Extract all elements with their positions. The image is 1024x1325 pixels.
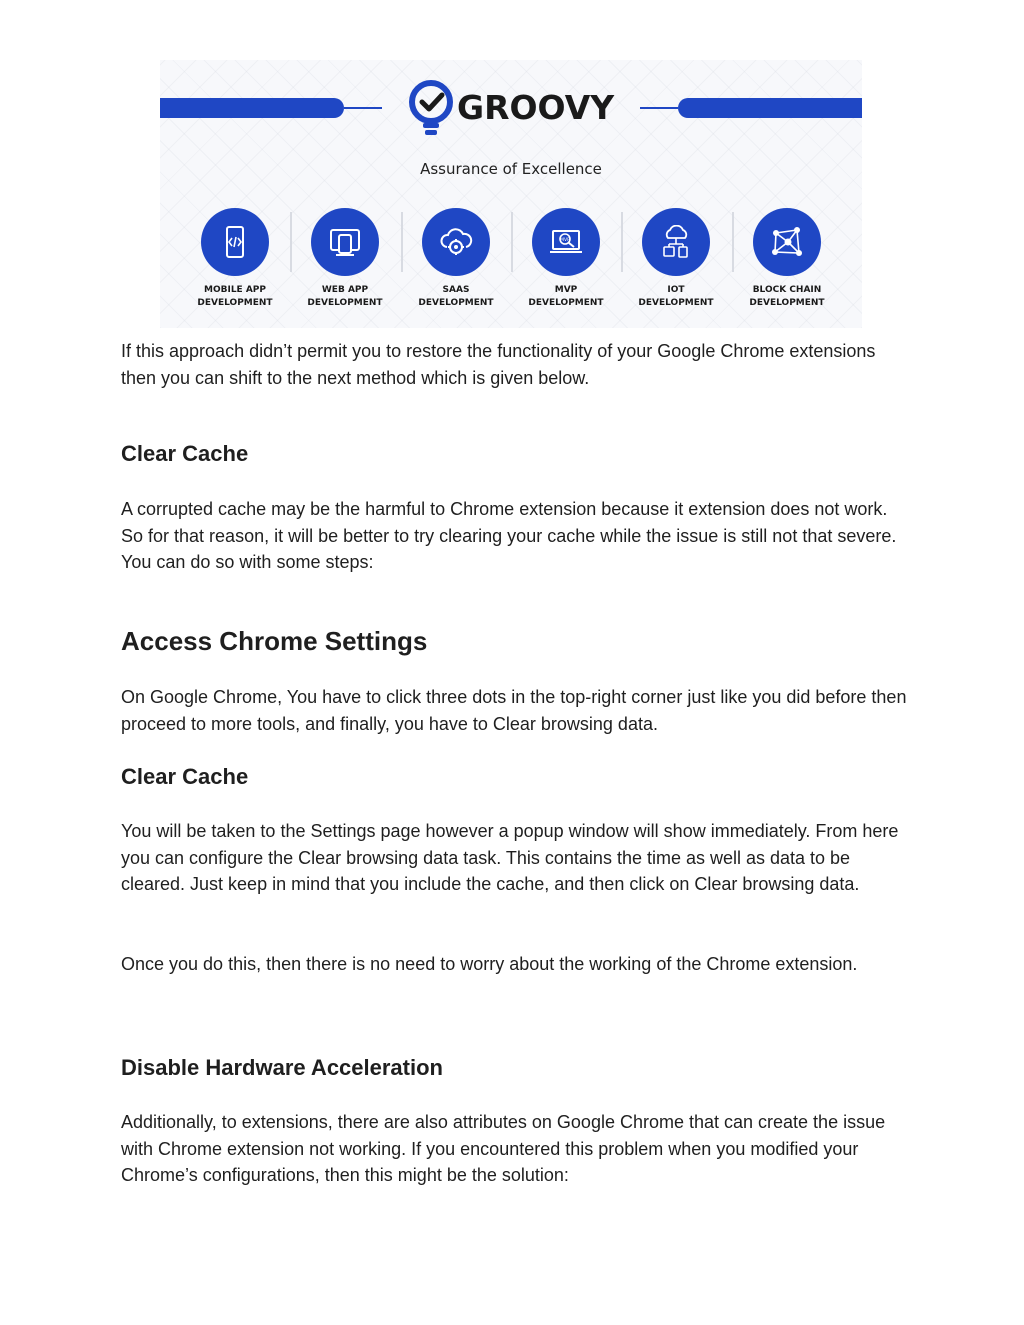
heading-clear-cache-2: Clear Cache (121, 764, 249, 789)
brand-tagline: Assurance of Excellence (420, 160, 602, 178)
service-web-app: WEB APP DEVELOPMENT (290, 208, 400, 318)
hardware-acceleration-paragraph: Additionally, to extensions, there are also attributes on Google Chrome that can create the issue with Chrome extension not working. If you encountered this problem when you modified your Chrome’s configurations, then this might be the solution: (121, 1112, 886, 1186)
groovy-bulb-check-icon (408, 80, 454, 138)
service-saas: SAAS DEVELOPMENT (401, 208, 511, 318)
access-settings-paragraph: On Google Chrome, You have to click three dots in the top-right corner just like you did before then proceed to more tools, and finally, you have to Clear browsing data. (121, 687, 907, 734)
clear-cache-paragraph: A corrupted cache may be the harmful to Chrome extension because it extension does not work. So for that reason, it will be better to try clearing your cache while the issue is still not that severe. You can do so with some steps: (121, 499, 897, 573)
cloud-gear-icon (439, 225, 473, 259)
mobile-code-icon (218, 225, 252, 259)
groovy-banner-image (160, 60, 862, 328)
iot-devices-icon (659, 225, 693, 259)
clear-cache-steps-paragraph: You will be taken to the Settings page however a popup window will show immediately. From here you can configure the Clear browsing data task. This contains the time as well as data to be cleared. Just keep in mind that you include the cache, and then click on Clear browsing data. (121, 821, 899, 895)
brand-name: GROOVY (457, 88, 615, 127)
services-row (180, 208, 842, 318)
mvp-laptop-icon (549, 225, 583, 259)
blockchain-network-icon (770, 225, 804, 259)
heading-access-chrome-settings: Access Chrome Settings (121, 626, 428, 656)
banner-right-line (640, 107, 678, 109)
service-iot: IOT DEVELOPMENT (621, 208, 731, 318)
intro-paragraph: If this approach didn’t permit you to restore the functionality of your Google Chrome extensions then you can shift to the next method which is given below. (121, 341, 876, 388)
banner-left-bar (160, 98, 344, 118)
service-mobile-app: MOBILE APP DEVELOPMENT (180, 208, 290, 318)
heading-disable-hardware-acceleration: Disable Hardware Acceleration (121, 1055, 443, 1080)
once-done-paragraph: Once you do this, then there is no need to worry about the working of the Chrome extension. (121, 954, 858, 974)
svg-text:MVP: MVP (560, 238, 570, 243)
service-mvp: MVP MVP DEVELOPMENT (511, 208, 621, 318)
banner-right-bar (678, 98, 862, 118)
service-blockchain: BLOCK CHAIN DEVELOPMENT (732, 208, 842, 318)
web-app-icon (328, 225, 362, 259)
banner-left-line (344, 107, 382, 109)
heading-clear-cache: Clear Cache (121, 441, 249, 466)
